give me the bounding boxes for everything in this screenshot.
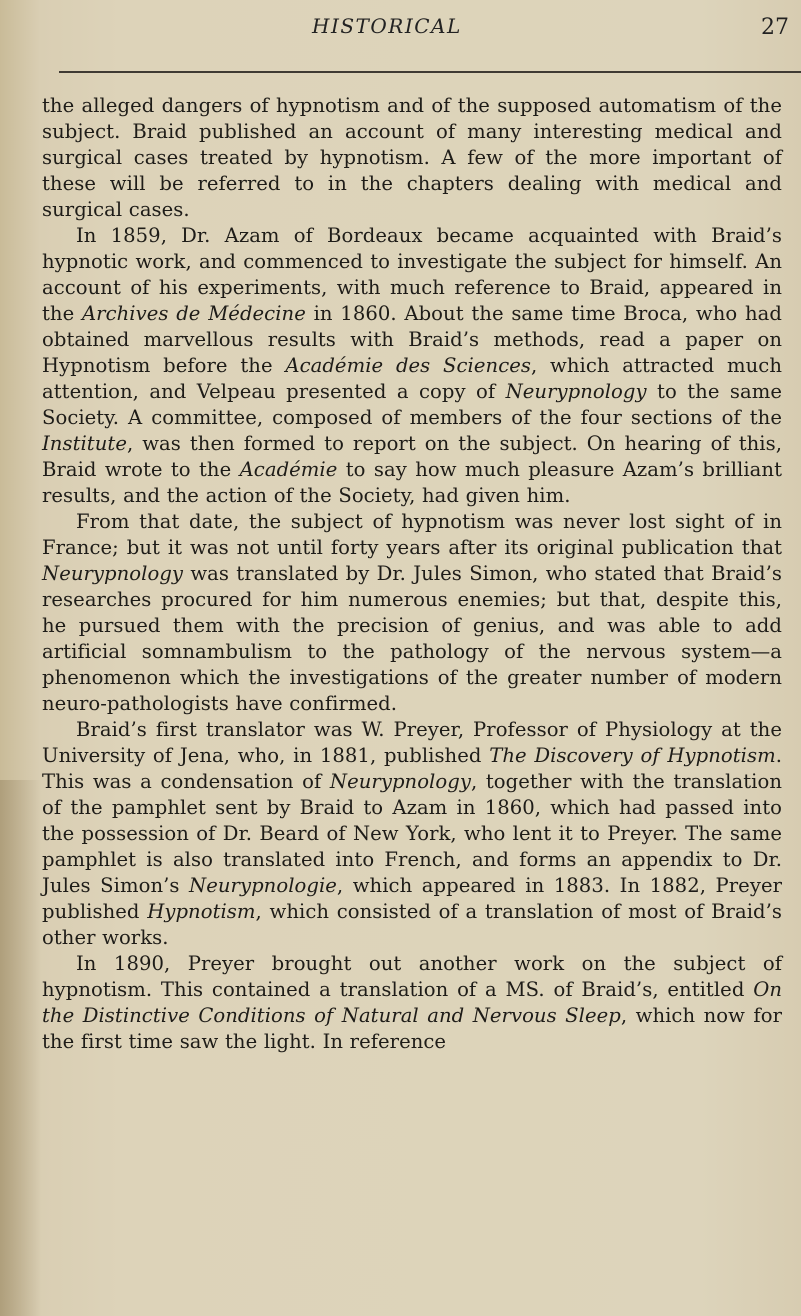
institute-title: Institute xyxy=(42,432,127,455)
paragraph-2-text: in 1860. About the same time Broca, who had obtained marvellous results with Braid’s methods, read a paper on Hypnotism before the xyxy=(42,302,782,377)
paragraph-5-text: In 1890, Preyer brought out another work on the subject of hypnotism. This contained a translation of a MS. of Braid’s, entitled xyxy=(42,952,782,1001)
paragraph-1-text: the alleged dangers of hypnotism and of the supposed automatism of the subject. Braid published an account of many interesting medical and surgical cases treated by hypnotism. A few of the more important of these will be referred to in the chapters dealing with medical and surgical cases. xyxy=(42,94,782,221)
paragraph-1 xyxy=(42,93,782,223)
academie-des-sciences-title: Académie des Sciences xyxy=(285,354,531,377)
paragraph-4-text: , which appeared in 1883. In 1882, Preyer published xyxy=(42,874,783,923)
body-text xyxy=(42,93,782,1055)
paragraph-5-text: , which now for the first time saw the light. In reference xyxy=(42,1004,782,1053)
paragraph-4-text: , together with the translation of the pamphlet sent by Braid to Azam in 1860, which had passed into the possession of Dr. Beard of New York, who lent it to Preyer. The same pamphlet is also translated into French, and forms an appendix to Dr. Jules Simon’s xyxy=(42,770,782,897)
running-header xyxy=(0,13,801,43)
distinctive-conditions-title: On the Distinctive Conditions of Natural and Nervous Sleep xyxy=(42,978,782,1027)
running-title: HISTORICAL xyxy=(312,14,462,38)
page-number: 27 xyxy=(761,15,789,40)
paragraph-2-text: In 1859, Dr. Azam of Bordeaux became acquainted with Braid’s hypnotic work, and commenced to investigate the subject for himself. An account of his experiments, with much reference to Braid, appeared in the xyxy=(42,224,782,325)
paragraph-4-text: , which consisted of a translation of most of Braid’s other works. xyxy=(42,900,782,949)
paragraph-3-text: From that date, the subject of hypnotism was never lost sight of in France; but it was not until forty years after its original publication that xyxy=(42,510,782,559)
header-rule xyxy=(59,71,801,73)
paragraph-4-text: Braid’s first translator was W. Preyer, Professor of Physiology at the University of Jena, who, in 1881, published xyxy=(42,718,782,767)
academie-title: Académie xyxy=(239,458,338,481)
paragraph-3 xyxy=(42,509,782,717)
paragraph-4 xyxy=(42,717,782,951)
neurypnology-title: Neurypnology xyxy=(329,770,471,793)
hypnotism-title: Hypnotism xyxy=(147,900,256,923)
archives-de-medecine-title: Archives de Médecine xyxy=(81,302,306,325)
paragraph-5 xyxy=(42,951,782,1055)
neurypnology-title: Neurypnology xyxy=(505,380,647,403)
paragraph-2-text: , was then formed to report on the subject. On hearing of this, Braid wrote to the xyxy=(42,432,782,481)
paragraph-2-text: , which attracted much attention, and Velpeau presented a copy of xyxy=(42,354,782,403)
paragraph-2-text: to the same Society. A committee, composed of members of the four sections of the xyxy=(42,380,782,429)
paragraph-3-text: was translated by Dr. Jules Simon, who stated that Braid’s researches procured for him numerous enemies; but that, despite this, he pursued them with the precision of genius, and was able to add artificial somnambulism to the pathology of the nervous system—a phenomenon which the investigations of the greater number of modern neuro-pathologists have confirmed. xyxy=(42,562,782,715)
page-edge-shadow xyxy=(0,780,42,1316)
neurypnology-title: Neurypnology xyxy=(42,562,184,585)
paragraph-2-text: to say how much pleasure Azam’s brilliant results, and the action of the Society, had given him. xyxy=(42,458,783,507)
neurypnologie-title: Neurypnologie xyxy=(189,874,337,897)
paragraph-2 xyxy=(42,223,782,509)
paragraph-4-text: . This was a condensation of xyxy=(42,744,782,793)
discovery-of-hypnotism-title: The Discovery of Hypnotism xyxy=(489,744,776,767)
